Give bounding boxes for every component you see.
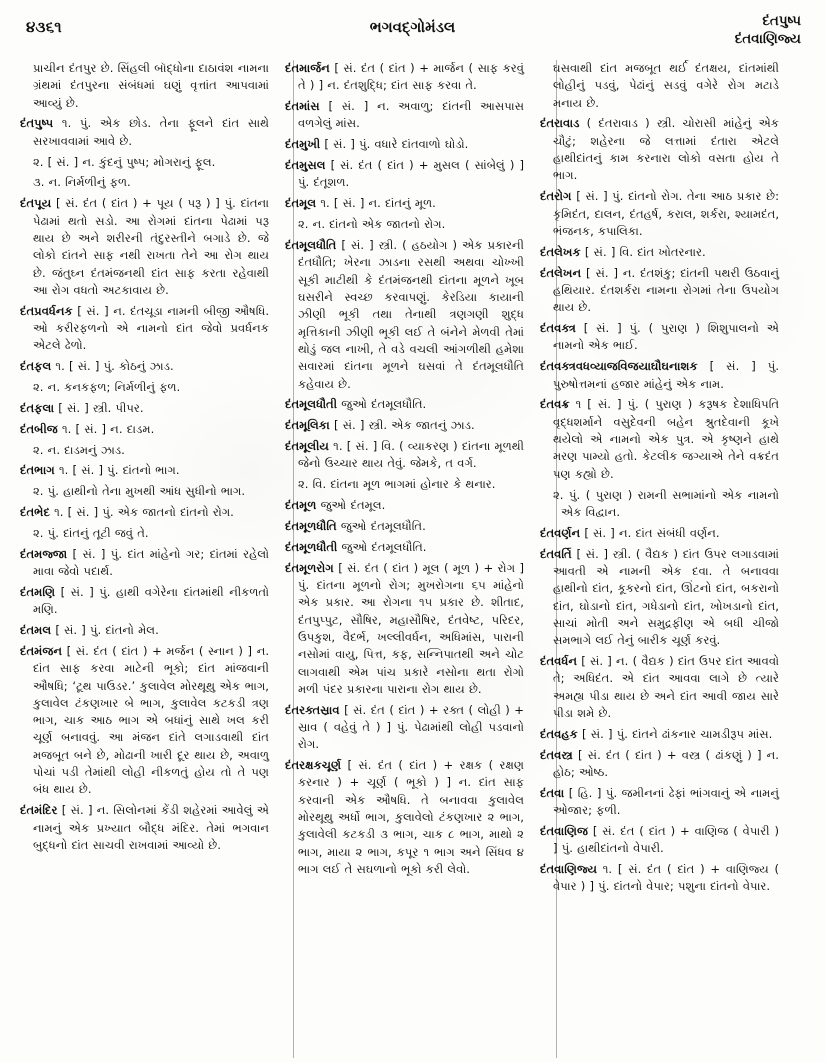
entry-definition: ૧. [ સં. ] ન. દાંતનું મૂળ. — [320, 196, 436, 211]
entry-definition: [ સં. ] પું. વધારે દાંતવાળો ઘોડો. — [324, 137, 469, 152]
entry-headword: દંતમૂળધૌતી — [285, 539, 338, 554]
dictionary-entry — [20, 303, 269, 355]
entry-headword: દંતવક્ત્રવધવ્યાજવિજયાઘૌઘનાશક — [540, 359, 698, 374]
dictionary-sense — [20, 174, 269, 191]
entry-headword: દંતલેખક — [540, 244, 581, 259]
dictionary-sense — [285, 216, 524, 233]
dictionary-entry — [285, 237, 524, 393]
entry-headword: દંતમૂલધૌતી — [285, 397, 338, 412]
entry-definition: [ સં. ] પું. ( પુરાણ ) શિશુપાલનો એ નામનો એક ભાઈ. — [553, 321, 779, 353]
dictionary-sense — [20, 154, 269, 171]
entry-definition: ૨. પું. દાંતનું તૂટી જવું તે. — [33, 525, 149, 540]
dictionary-entry — [540, 525, 779, 542]
entry-headword: દંતમૂલિકા — [285, 418, 330, 433]
entry-headword: દંતભાગ — [20, 463, 55, 478]
entry-headword: દંતમંદિર — [20, 803, 58, 818]
entry-headword: દંતમુસલ — [285, 158, 326, 173]
entry-definition: [ સં. ] પું. દાંતનો રોગ. તેના આઠ પ્રકાર છે: કૃમિદંત, દાલન, દંતહર્ષ, કરાલ, શર્કરા, શ્યામદંત, ભંજનક, કપાલિકા. — [553, 189, 779, 238]
entry-headword: દંતબીજ — [20, 421, 58, 436]
entry-definition: ૧. પું. એક છોડ. તેના ફૂલને દાંત સાથે સરખાવવામાં આવે છે. — [33, 116, 269, 148]
entry-definition: [ સં. ] સ્ત્રી. ( વૈદ્યક ) દાંત ઉપર લગાડવામાં આવતી એ નામની એક દવા. તે બનાવવા હાથીનો દાંત, કૂકરનો દાંત, ઊંટનો દાંત, બકરાનો દાંત, ઘોડાનો દાંત, ગધેડાનો દાંત, ખોખડાનો દાંત, સાચાં મોતી અને સમુદ્રફીણ એ બધી ચીજો સમભાગે લઈ તેનું બારીક ચૂર્ણ કરવું. — [553, 546, 780, 648]
entry-headword: દંતમજ્જા — [20, 546, 68, 561]
entry-definition: ૨. [ સં. ] ન. કુંદનું પુષ્પ; મોગરાનું ફૂલ. — [33, 154, 216, 169]
entry-definition: ૨. પું. હાથીનો તેના મુખથી આંધ સુધીનો ભાગ. — [33, 484, 246, 499]
running-head-last-entry: દંતવાણિજ્ય — [734, 30, 801, 47]
dictionary-entry — [20, 802, 269, 854]
entry-definition: [ સં. દંત ( દાંત ) + વાણિજ ( વેપારી ) ] પું. હાથીદાંતનો વેપારી. — [553, 823, 779, 856]
dictionary-sense — [20, 442, 269, 459]
dictionary-entry — [285, 438, 524, 473]
entry-headword: દંતમલ — [20, 623, 52, 638]
entry-definition: જુઓ દંતમૂલધૌતિ. — [340, 518, 426, 533]
dictionary-entry — [285, 136, 524, 153]
dictionary-sense — [20, 525, 269, 542]
running-head-first-entry: દંતપુષ્પ — [762, 13, 801, 29]
entry-headword: દંતવસ્ત્ર — [540, 747, 573, 762]
dictionary-entry — [20, 421, 269, 438]
dictionary-entry — [540, 653, 779, 722]
entry-definition: [ સં. ] ન. દાંત સંબંધી વર્ણન. — [584, 525, 720, 540]
entry-headword: દંતરાવાડ — [540, 116, 580, 131]
entry-headword: દંતરોગ — [540, 189, 572, 204]
entry-definition: ૧ [ સં. ] પું. ( પુરાણ ) કરૂષક દેશાધિપતિ વૃદ્ધશર્માને વસુદેવની બહેન શ્રુતદેવાની કૂખે થયેલો એ નામનો એક પુત્ર. એ કૃષ્ણને હાથે મરણ પામ્યો હતો. કેટલીક જગ્યાએ તેને વક્રદંત પણ કહ્યો છે. — [553, 397, 780, 481]
running-head — [735, 13, 801, 49]
dictionary-entry — [540, 546, 779, 650]
entry-definition: [ સં. ] વિ. દાંત ખોતરનાર. — [584, 244, 706, 259]
entry-definition: જુઓ દંતમૂલધૌતિ. — [341, 397, 427, 412]
entry-headword: દંતમાંસ — [285, 99, 320, 114]
entry-headword: દંતમાર્જન — [285, 61, 330, 75]
dictionary-entry — [285, 497, 524, 514]
dictionary-entry — [540, 188, 779, 240]
entry-definition: [ સં. ] ન. દંતશંકુ; દાંતની પથરી ઉઠવાનું હથિયાર. દંતશર્કરા નામના રોગમાં તેના ઉપયોગ થાય છે. — [553, 265, 779, 315]
entry-headword: દંતમૂળધૌતિ — [285, 518, 337, 533]
entry-continuation — [540, 60, 779, 112]
dictionary-entry — [285, 560, 524, 699]
entry-definition: ૨. ન. દાંતનો એક જાતનો રોગ. — [298, 217, 446, 232]
entry-definition: ૨. પું. ( પુરાણ ) રામની સભામાંનો એક નામનો એક વિદ્વાન. — [553, 487, 779, 519]
dictionary-entry — [20, 195, 269, 299]
entry-definition: ૨. ન. દાડમનું ઝાડ. — [33, 442, 125, 457]
dictionary-entry — [540, 785, 779, 820]
entry-headword: દંતવર્તિ — [540, 546, 572, 561]
entry-definition: [ સં. દંત ( દાંત ) + માર્જન ( સાફ કરવું તે ) ] ન. દંતશુદ્ધિ; દાંત સાફ કરવા તે. — [298, 61, 524, 93]
dictionary-entry — [20, 584, 269, 619]
dictionary-entry — [540, 244, 779, 261]
dictionary-entry — [20, 546, 269, 581]
entry-definition: [ સં. દંત ( દાંત ) + વસ્ત્ર ( ઢાંકણું ) ] ન. હોઠ; ઓષ્ઠ. — [553, 747, 779, 779]
entry-definition: [ સં. ] ન. ( વૈદ્યક ) દાંત ઉપર દાંત આવવો તે; અધિદંત. એ દાંત આવવા લાગે છે ત્યારે અમહ્ય પીડા થાય છે અને દાંત આવી જાય સારે પીડા શમે છે. — [553, 654, 779, 720]
entry-definition: [ સં. દંત ( દાંત ) મૂલ ( મૂળ ) + રોગ ] પું. દાંતના મૂળનો રોગ; મુખરોગના ૬૫ માંહેનો એક પ્રકાર. આ રોગના ૧૫ પ્રકાર છે. શીતાદ, દંતપુપ્પુટ, સૌષિર, મહાસૌષિર, દંતવેષ્ટ, પરિદર, ઉપકુશ, વૈદર્ભ, ખલ્લીવર્ધન, અધિમાંસ, પારાની નસોમાં વાયુ, પિત્ત, કફ, સન્નિપાતથી અને ચોટ લાગવાથી એમ પાંચ પ્રકારે નસોના થતા રોગો મળી પંદર પ્રકારના પારાના રોગ થાય છે. — [298, 560, 524, 696]
entry-headword: દંતમૂળરોગ — [285, 560, 334, 575]
dictionary-entry — [540, 726, 779, 743]
entry-headword: દંતફલા — [20, 400, 55, 415]
dictionary-entry — [285, 195, 524, 212]
entry-definition: [ સં. દંત ( દાંત ) + મર્જન ( સ્નાન ) ] ન. દાંત સાફ કરવા માટેની ભૂકો; દાંત માંજવાની ઔષધિ; ‘ટૂથ પાઉડર.’ કુલાવેલ મોરથૂથુ એક ભાગ, કુલાવેલ ટંકણખાર બે ભાગ, કુલાવેલ કટકડી ત્રણ ભાગ, ચાક આઠ ભાગ એ બધાંનું સાથે ખલ કરી ચૂર્ણ બનાવવું. આ મંજન દાંતે લગાડવાથી દાંત મજબૂત બને છે, મોઢાની ખારી દૂર થાય છે, અવાળુ પોચાં પડી તેમાંથી લોહી નીકળતું હોય તો તે પણ બંધ થાય છે. — [33, 643, 270, 797]
entry-headword: દંતમૂલીય — [285, 439, 329, 454]
dictionary-entry — [540, 320, 779, 355]
entry-definition: ૧. [ સં. દંત ( દાંત ) + વાણિજ્ય ( વેપાર ) ] પું. દાંતનો વેપાર; પશુના દાંતનો વેપાર. — [553, 862, 779, 894]
entry-headword: દંતમૂલ — [285, 196, 317, 211]
dictionary-entry — [20, 462, 269, 479]
entry-definition: [ સં. દંત ( દાંત ) + રક્ષક ( રક્ષણ કરનાર ) + ચૂર્ણ ( ભૂકો ) ] ન. દાંત સાફ કરવાની એક ઔષધિ. તે બનાવવા કુલાવેલ મોરથૂથુ અર્ધો ભાગ, કુલાવેલો ટંકણખાર ૨ ભાગ, કુલાવેલી કટકડી ૩ ભાગ, ચાક ૮ ભાગ, માથો ૨ ભાગ, માયા ૨ ભાગ, કપૂર ૧ ભાગ અને સિંધવ ૪ ભાગ લઈ તે સઘળાનો ભૂકો કરી લેવો. — [298, 758, 524, 877]
dictionary-column-1 — [20, 60, 275, 1058]
entry-definition: [ સં. ] સ્ત્રી. પીપર. — [58, 400, 144, 415]
entry-headword: દંતવાણિજ્ય — [540, 862, 597, 877]
dictionary-entry — [285, 157, 524, 192]
dictionary-entry — [20, 622, 269, 639]
dictionary-sense — [20, 483, 269, 500]
entry-definition: [ સં. ] ન. અવાળુ; દાંતની આસપાસ વળગેલું માંસ. — [298, 99, 524, 131]
dictionary-entry — [540, 115, 779, 184]
entry-headword: દંતપુષ્પ — [20, 116, 54, 131]
entry-headword: દંતવાણિજ — [540, 823, 588, 838]
entry-definition: ૧. [ સં. ] પું. દાંતનો ભાગ. — [58, 463, 180, 478]
entry-definition: [ સં. ] ન. દંતચૂડા નામની બીજી ઔષધિ. ઓ કરીરફળનો એ નામનો દાંત જેવો પ્રવર્ધનક એટલે ઢેળો. — [33, 303, 270, 353]
entry-definition: ૧. [ સં. ] પું. કોઠનું ઝાડ. — [55, 359, 174, 374]
dictionary-column-3 — [530, 60, 785, 1058]
dictionary-entry — [285, 518, 524, 535]
entry-definition: [ સં. ] પું. દાંતને ઢાંકનાર ચામડીરૂપ માંસ. — [582, 726, 773, 741]
entry-headword: દંતપૂય — [20, 196, 52, 211]
dictionary-entry — [540, 265, 779, 317]
entry-definition: ૧. [ સં. ] પું. એક જાતનો દાંતનો રોગ. — [54, 505, 234, 520]
entry-headword: દંતવા — [540, 785, 565, 800]
entry-definition: [ સં. ] પું. દાંત માંહેનો ગર; દાંતમાં રહેલો માવા જેવો પદાર્થ. — [33, 546, 269, 579]
entry-definition: [ સં. દંત ( દાંત ) + મુસલ ( સાંબેલું ) ] પું. દંતૂશળ. — [298, 158, 524, 190]
entry-definition: ( દંતરાવાડ ) સ્ત્રી. ચોરાસી માંહેનું એક ચૌટું; શહેરના જે લત્તામાં દંતારા એટલે હાથીદાંતનું કામ કરનારા લોકો વસતા હોય તે ભાગ. — [553, 116, 779, 183]
dictionary-entry — [20, 400, 269, 417]
column-container — [20, 60, 805, 1058]
dictionary-entry — [540, 747, 779, 782]
entry-headword: દંતમુખી — [285, 137, 321, 152]
page-header — [0, 12, 825, 58]
entry-headword: દંતરક્તસ્રાવ — [285, 702, 340, 717]
entry-definition: [ સં. ] પું. હાથી વગેરેના દાંતમાંથી નીકળતો મણિ. — [33, 584, 269, 617]
dictionary-entry — [285, 98, 524, 133]
entry-headword: દંતપ્રવર્ધનક — [20, 303, 73, 318]
entry-definition: ૨. વિ. દાંતના મૂળ ભાગમાં હોનાર કે થનાર. — [298, 477, 496, 492]
entry-headword: દંતરક્ષકચૂર્ણ — [285, 758, 342, 773]
dictionary-entry — [20, 358, 269, 375]
dictionary-entry — [285, 539, 524, 556]
entry-headword: દંતમૂળ — [285, 498, 317, 513]
dictionary-entry — [20, 643, 269, 799]
entry-definition: ઘસવાથી દાંત મજબૂત થર્ઈ દંતક્ષય, દાંતમાંથી લોહીનું પડવું, પેઢાંનું સડવું વગેરે રોગ મટાડે મનાય છે. — [553, 61, 779, 110]
dictionary-entry — [20, 504, 269, 521]
entry-headword: દંતવક્ત્ર — [540, 321, 576, 336]
entry-definition: ૨. ન. કનકફળ; નિર્મળીનું ફળ. — [33, 380, 181, 395]
entry-definition: ૩. ન. નિર્મળીનું ફળ. — [33, 175, 131, 190]
dictionary-sense — [285, 476, 524, 493]
entry-definition: ૧. [ સં. ] ન. દાડમ. — [61, 421, 155, 436]
entry-definition: [ હિ. ] પું. જમીનનાં ઢેફાં ભાંગવાનું એ નામનું ઓજાર; ફળી. — [553, 785, 779, 818]
dictionary-entry — [285, 757, 524, 878]
entry-definition: જુઓ દંતમૂલધૌતિ. — [341, 539, 427, 554]
dictionary-entry — [285, 702, 524, 754]
dictionary-sense — [540, 487, 779, 522]
entry-headword: દંતભેદ — [20, 505, 50, 520]
entry-headword: દંતવહક — [540, 726, 578, 741]
entry-continuation — [20, 60, 269, 112]
entry-definition: ૧. [ સં. ] વિ. ( વ્યાકરણ ) દાંતના મૂળથી જેનો ઉચ્ચાર થાય તેવું. જેમકે, ત વર્ગ. — [298, 439, 524, 471]
dictionary-entry — [540, 358, 779, 393]
dictionary-sense — [20, 379, 269, 396]
dictionary-entry — [540, 396, 779, 483]
book-title: ભગવદ્ગોમંડલ — [369, 18, 456, 36]
entry-headword: દંતવર્ણન — [540, 525, 581, 540]
dictionary-column-2 — [275, 60, 530, 1058]
entry-headword: દંતમૂલધૌતિ — [285, 237, 337, 252]
entry-definition: [ સં. ] પું. પુરુષોત્તમનાં હજાર માંહેનું એક નામ. — [553, 359, 780, 391]
entry-headword: દંતમંજન — [20, 643, 62, 658]
entry-definition: જુઓ દંતમૂલ. — [320, 498, 386, 513]
entry-definition: [ સં. દંત ( દાંત ) + રક્ત ( લોહી ) + સ્રાવ ( વહેવું તે ) ] પું. પેઢામાંથી લોહી પડવાનો રોગ. — [298, 702, 525, 752]
dictionary-entry — [20, 115, 269, 150]
dictionary-entry — [540, 823, 779, 858]
entry-headword: દંતફલ — [20, 359, 52, 374]
entry-headword: દંતલેખન — [540, 265, 582, 280]
entry-headword: દંતવક્ર — [540, 397, 570, 412]
entry-headword: દંતમણિ — [20, 584, 56, 599]
entry-definition: [ સં. ] સ્ત્રી. ( હઠયોગ ) એક પ્રકારની દંતધૌતિ; ખેરના ઝાડના રસથી અથવા ચોખ્ખી સૂકી માટીથી કે દંતમંજનથી દાંતના મૂળને ખૂબ ઘસરીને સ્વચ્છ કરવાપણું. કેરડિયા કાયાની ઝીણી ભૂકી તથા તેનાથી ત્રણગણી શુદ્ધ મૃત્તિકાની ઝીણી ભૂકી લઈ તે બંનેને મેળવી તેમાં થોડું જલ નાખી, તે વડે વચલી આંગળીથી હમેશા સવારમાં દાંતના મૂળને ઘસવાં તે દંતમૂલધૌતિ કહેવાય છે. — [298, 237, 524, 391]
entry-headword: દંતવર્ધન — [540, 654, 577, 668]
entry-definition: [ સં. દંત ( દાંત ) + પૂય ( પરૂ ) ] પું. દાંતના પેઢામાં થતો સડો. આ રોગમાં દાંતના પેઢામાં પરૂ થાય છે અને શરીરની તંદુરસ્તીને બગાડે છે. જે લોકો દાંતને સાફ નથી રાખતા તેને આ રોગ થાય છે. જંતુઘ્ન દંતમંજનથી દાંત સાફ કરતા રહેવાથી આ રોગ વધતો અટકાવાય છે. — [33, 196, 269, 297]
dictionary-entry — [285, 396, 524, 413]
entry-definition: [ સં. ] પું. દાંતનો મેલ. — [55, 623, 159, 638]
entry-definition: [ સં. ] ન. સિલોનમાં કેંડી શહેરમાં આવેલું એ નામનું એક પ્રખ્યાત બૌદ્ધ મંદિર. તેમાં ભગવાન બુદ્ધનો દાંત સાચવી રાખવામાં આવ્યો છે. — [33, 803, 269, 852]
entry-definition: [ સં. ] સ્ત્રી. એક જાતનું ઝાડ. — [333, 418, 475, 433]
dictionary-entry — [540, 861, 779, 896]
entry-definition: પ્રાચીન દંતપુર છે. સિંહલી બૉદ્ધોના દાઠાવંશ નામના ગ્રંથમાં દંતપુરના સંબંધમાં ઘણું વૃત્તાંત આપવામાં આવ્યું છે. — [33, 61, 269, 110]
page-number: ૪૩૬૧ — [26, 18, 62, 36]
dictionary-entry — [285, 417, 524, 434]
dictionary-entry — [285, 60, 524, 95]
